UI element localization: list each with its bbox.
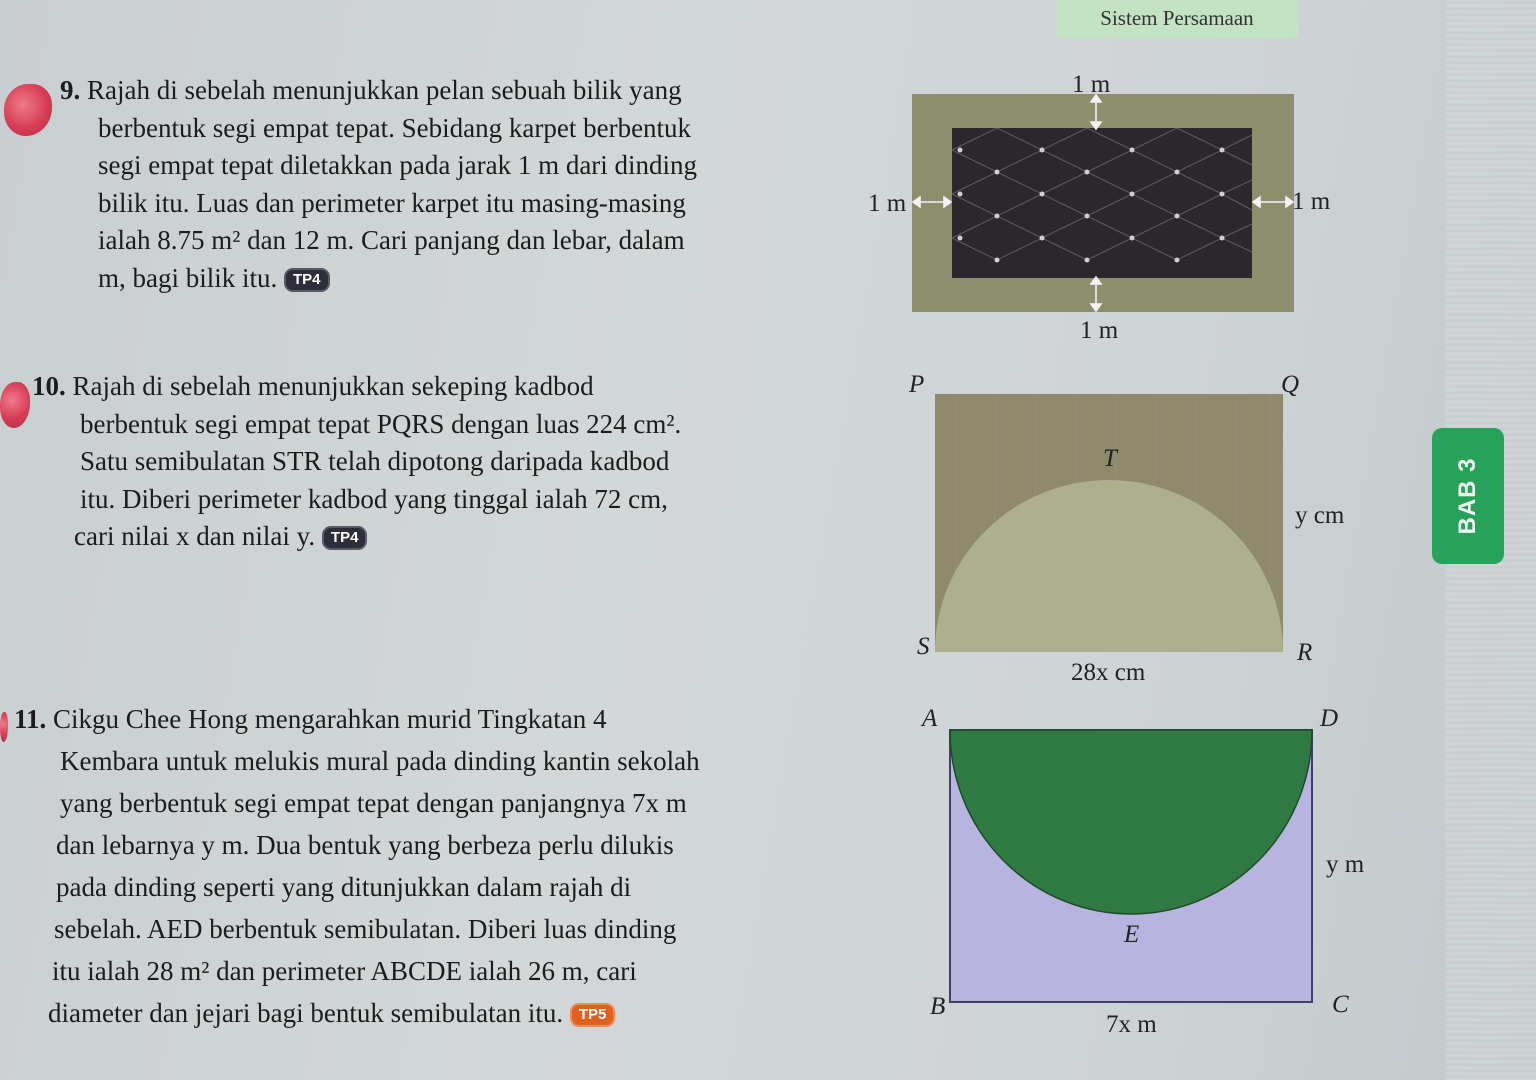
- mural-wall-diagram: [900, 694, 1380, 1044]
- side-length-label: y m: [1326, 851, 1365, 878]
- question-11-line-2: Kembara untuk melukis mural pada dinding kantin sekolah: [60, 746, 700, 776]
- question-10-line-1: 10. Rajah di sebelah menunjukkan sekeping kadbod: [32, 371, 594, 401]
- tp-badge: TP4: [284, 268, 330, 292]
- question-11-line-6: sebelah. AED berbentuk semibulatan. Diberi luas dinding: [54, 914, 677, 944]
- vertex-s-label: S: [917, 633, 930, 660]
- cardboard-diagram: [895, 368, 1375, 688]
- vertex-a-label: A: [922, 705, 938, 732]
- question-10-line-5: cari nilai x dan nilai y. TP4: [32, 518, 832, 556]
- question-9-line-5: ialah 8.75 m² dan 12 m. Cari panjang dan lebar, dalam: [98, 225, 685, 255]
- side-length-label: y cm: [1295, 502, 1345, 529]
- question-10-line-4: itu. Diberi perimeter kadbod yang tinggal ialah 72 cm,: [80, 483, 668, 514]
- dim-top-label: 1 m: [1072, 71, 1111, 98]
- dim-left-label: 1 m: [868, 190, 907, 217]
- question-9-line-4: bilik itu. Luas dan perimeter karpet itu masing-masing: [98, 187, 686, 218]
- question-9: [60, 72, 830, 297]
- question-number: 10.: [32, 371, 66, 401]
- question-9-line-3: segi empat tepat diletakkan pada jarak 1 m dari dinding: [98, 150, 698, 180]
- vertex-q-label: Q: [1281, 371, 1300, 398]
- question-11-line-3: yang berbentuk segi empat tepat dengan panjangnya 7x m: [60, 788, 687, 818]
- question-11-line-4: dan lebarnya y m. Dua bentuk yang berbeza perlu dilukis: [56, 830, 674, 860]
- question-11-line-1: 11. Cikgu Chee Hong mengarahkan murid Tingkatan 4: [14, 704, 607, 734]
- vertex-b-label: B: [930, 993, 946, 1020]
- question-9-line-6: m, bagi bilik itu. TP4: [60, 260, 830, 298]
- question-10-line-2: berbentuk segi empat tepat PQRS dengan luas 224 cm².: [80, 408, 682, 439]
- room-diagram: [860, 70, 1340, 350]
- vertex-r-label: R: [1297, 639, 1313, 666]
- vertex-p-label: P: [909, 371, 925, 398]
- question-10: [32, 368, 832, 556]
- tp-badge: TP4: [322, 526, 368, 550]
- question-11-line-7: itu ialah 28 m² dan perimeter ABCDE ialah 26 m, cari: [52, 956, 637, 986]
- base-length-label: 7x m: [1106, 1011, 1157, 1038]
- flower-decoration-icon: [0, 382, 30, 428]
- base-length-label: 28x cm: [1071, 659, 1146, 686]
- tp-badge: TP5: [570, 1003, 616, 1027]
- dim-bottom-label: 1 m: [1080, 317, 1119, 344]
- question-number: 9.: [60, 75, 81, 105]
- dim-right-label: 1 m: [1292, 188, 1331, 215]
- question-10-line-3: Satu semibulatan STR telah dipotong daripada kadbod: [80, 446, 670, 476]
- question-number: 11.: [14, 704, 47, 734]
- chapter-header: Sistem Persamaan: [1056, 0, 1298, 38]
- flower-decoration-icon: [0, 712, 8, 742]
- vertex-d-label: D: [1320, 705, 1339, 732]
- carpet-rect: [952, 128, 1252, 278]
- question-9-line-2: berbentuk segi empat tepat. Sebidang karpet berbentuk: [98, 112, 692, 143]
- vertex-t-label: T: [1103, 445, 1117, 472]
- chapter-side-tab-label: BAB 3: [1454, 457, 1481, 535]
- question-9-line-1: 9. Rajah di sebelah menunjukkan pelan sebuah bilik yang: [60, 75, 682, 105]
- vertex-e-label: E: [1124, 921, 1140, 948]
- question-11-line-8: diameter dan jejari bagi bentuk semibulatan itu. TP5: [14, 992, 884, 1034]
- flower-decoration-icon: [4, 84, 52, 136]
- question-11: [14, 698, 884, 1034]
- vertex-c-label: C: [1332, 991, 1349, 1018]
- question-11-line-5: pada dinding seperti yang ditunjukkan dalam rajah di: [56, 872, 632, 902]
